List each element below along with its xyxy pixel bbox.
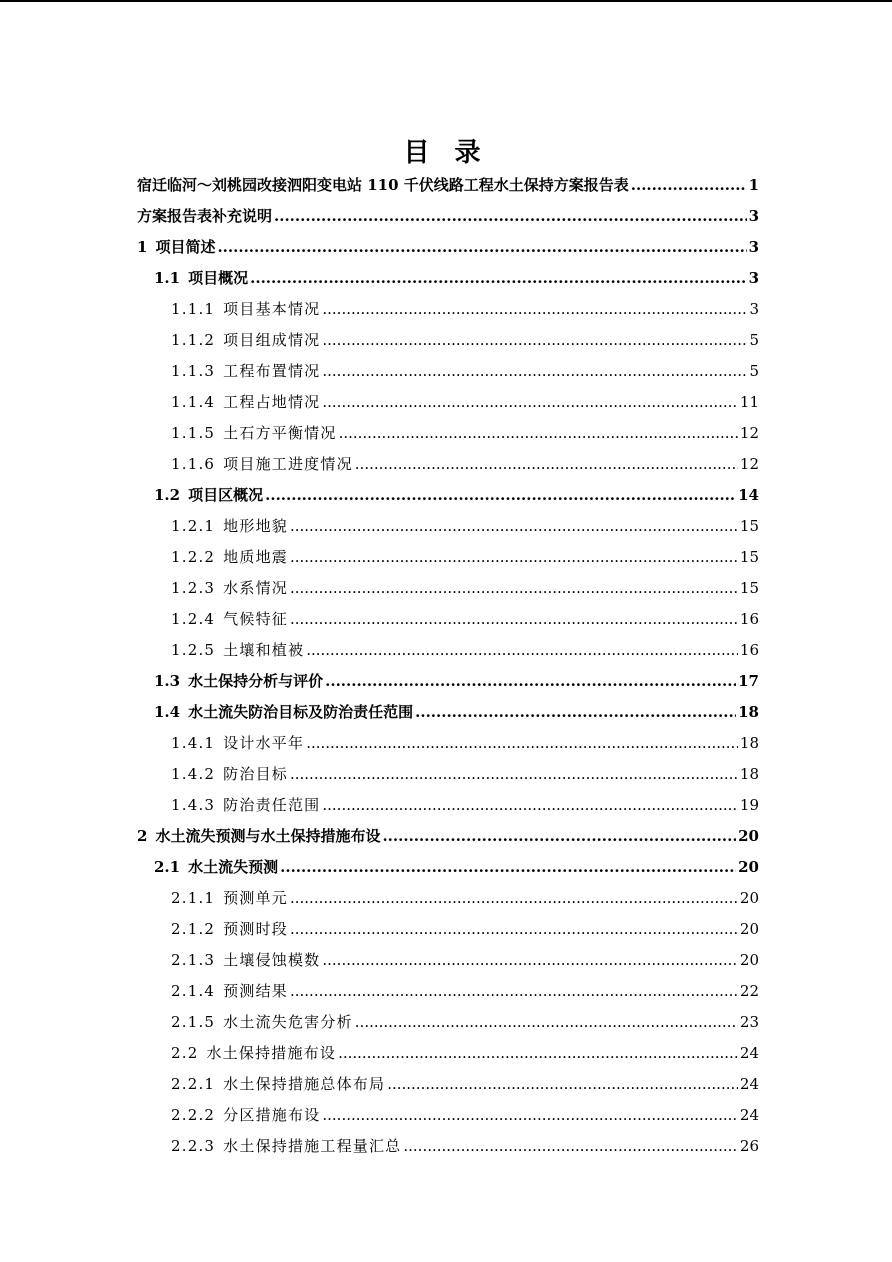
toc-entry-number: 2 [137, 827, 148, 845]
toc-entry-page-number: 3 [748, 269, 759, 287]
toc-entry-number: 1.3 [154, 672, 181, 690]
toc-entry[interactable] [171, 573, 759, 604]
toc-entry-title: 项目基本情况 [223, 300, 321, 318]
toc-entry-title: 分区措施布设 [223, 1106, 321, 1124]
dot-leader [325, 666, 736, 697]
dot-leader [322, 387, 738, 418]
toc-entry-title: 水土流失预测与水土保持措施布设 [155, 827, 381, 845]
toc-entry-page-number: 20 [739, 920, 759, 938]
dot-leader [339, 418, 738, 449]
dot-leader [290, 976, 738, 1007]
toc-entry-title: 项目组成情况 [223, 331, 321, 349]
dot-leader [290, 511, 738, 542]
toc-entry-title: 气候特征 [223, 610, 288, 628]
toc-entry-page-number: 3 [748, 238, 759, 256]
dot-leader [265, 480, 736, 511]
toc-entry-title: 水系情况 [223, 579, 288, 597]
toc-entry-title: 水土流失防治目标及防治责任范围 [188, 703, 414, 721]
toc-entry-number: 1.4 [154, 703, 181, 721]
toc-entry-title: 水土流失预测 [188, 858, 279, 876]
toc-entry-page-number: 1 [748, 176, 759, 194]
toc-entry-title: 水土流失危害分析 [223, 1013, 353, 1031]
toc-entry-page-number: 17 [738, 672, 759, 690]
toc-entry-number: 2.2.3 [171, 1137, 216, 1155]
dot-leader [306, 728, 738, 759]
toc-entry-page-number: 26 [739, 1137, 759, 1155]
dot-leader [355, 1007, 738, 1038]
toc-entry-title: 水土保持措施布设 [206, 1044, 337, 1062]
toc-entry-number: 1.2.3 [171, 579, 216, 597]
toc-entry[interactable] [171, 1069, 759, 1100]
toc-entry[interactable] [137, 170, 759, 201]
toc-entry-title: 水土保持分析与评价 [188, 672, 324, 690]
dot-leader [322, 945, 738, 976]
toc-entry-page-number: 18 [739, 734, 759, 752]
toc-entry[interactable] [154, 480, 759, 511]
toc-entry-page-number: 15 [739, 579, 759, 597]
toc-entry[interactable] [171, 945, 759, 976]
dot-leader [250, 263, 746, 294]
toc-entry-page-number: 5 [749, 331, 759, 349]
toc-entry-number: 1.1.5 [171, 424, 216, 442]
toc-entry-title: 设计水平年 [223, 734, 305, 752]
toc-entry-number: 1.1.1 [171, 300, 216, 318]
toc-entry-title: 土石方平衡情况 [223, 424, 337, 442]
toc-entry-page-number: 3 [748, 207, 759, 225]
toc-entry-number: 1.1.6 [171, 455, 216, 473]
toc-entry-title: 土壤侵蚀模数 [223, 951, 321, 969]
toc-entry[interactable] [171, 728, 759, 759]
toc-entry[interactable] [154, 666, 759, 697]
toc-heading: 目 录 [403, 138, 489, 168]
toc-entry-page-number: 20 [738, 858, 759, 876]
toc-entry-page-number: 24 [739, 1106, 759, 1124]
toc-entry-title: 项目简述 [155, 238, 216, 256]
toc-entry-number: 2.1.5 [171, 1013, 216, 1031]
toc-entry-number: 1.2 [154, 486, 181, 504]
toc-entry[interactable] [137, 232, 759, 263]
toc-entry-title: 宿迁临河～刘桃园改接泗阳变电站 110 千伏线路工程水土保持方案报告表 [137, 176, 629, 194]
toc-entry-title: 项目区概况 [188, 486, 264, 504]
toc-entry[interactable] [171, 790, 759, 821]
toc-entry[interactable] [171, 976, 759, 1007]
toc-entry-title: 水土保持措施工程量汇总 [223, 1137, 402, 1155]
dot-leader [290, 573, 738, 604]
toc-entry[interactable] [171, 604, 759, 635]
toc-entry[interactable] [137, 821, 759, 852]
dot-leader [290, 883, 738, 914]
toc-entry-page-number: 16 [739, 641, 759, 659]
toc-entry[interactable] [171, 325, 759, 356]
toc-entry-number: 2.2 [171, 1044, 199, 1062]
page-top-border [0, 0, 892, 2]
toc-entry-page-number: 3 [749, 300, 759, 318]
toc-entry[interactable] [137, 201, 759, 232]
toc-entry-title: 水土保持措施总体布局 [223, 1075, 386, 1093]
toc-entry-number: 1.2.1 [171, 517, 216, 535]
toc-entry-title: 防治目标 [223, 765, 288, 783]
toc-entry-number: 1.1 [154, 269, 181, 287]
toc-entry-number: 1.2.4 [171, 610, 216, 628]
toc-entry-number: 2.1.4 [171, 982, 216, 1000]
toc-entry-page-number: 24 [739, 1044, 759, 1062]
toc-entry[interactable] [171, 418, 759, 449]
toc-entry-page-number: 18 [738, 703, 759, 721]
toc-entry-number: 1.1.2 [171, 331, 216, 349]
toc-entry-number: 1.2.5 [171, 641, 216, 659]
dot-leader [290, 759, 738, 790]
dot-leader [322, 294, 747, 325]
toc-entry-title: 防治责任范围 [223, 796, 321, 814]
toc-entry-page-number: 22 [739, 982, 759, 1000]
toc-entry[interactable] [171, 1100, 759, 1131]
toc-entry[interactable] [171, 635, 759, 666]
toc-entry[interactable] [171, 759, 759, 790]
toc-entry-page-number: 5 [749, 362, 759, 380]
toc-entry-page-number: 18 [739, 765, 759, 783]
toc-entry[interactable] [154, 852, 759, 883]
toc-entry-number: 2.1 [154, 858, 181, 876]
toc-entry-number: 2.1.3 [171, 951, 216, 969]
dot-leader [382, 821, 736, 852]
toc-entry-number: 1.2.2 [171, 548, 216, 566]
dot-leader [322, 790, 738, 821]
dot-leader [217, 232, 746, 263]
toc-entry-page-number: 20 [739, 951, 759, 969]
dot-leader [290, 542, 738, 573]
toc-entry-number: 1.4.2 [171, 765, 216, 783]
toc-entry-page-number: 20 [739, 889, 759, 907]
toc-entry-number: 2.1.2 [171, 920, 216, 938]
toc-entry[interactable] [171, 511, 759, 542]
dot-leader [631, 170, 747, 201]
toc-entry[interactable] [171, 914, 759, 945]
toc-entry-number: 2.2.1 [171, 1075, 216, 1093]
toc-entry-page-number: 23 [739, 1013, 759, 1031]
dot-leader [322, 356, 747, 387]
toc-entry-page-number: 24 [739, 1075, 759, 1093]
toc-entry[interactable] [171, 449, 759, 480]
dot-leader [280, 852, 736, 883]
dot-leader [415, 697, 736, 728]
toc-entry-title: 方案报告表补充说明 [137, 207, 273, 225]
toc-entry-number: 1.4.3 [171, 796, 216, 814]
toc-entry[interactable] [171, 542, 759, 573]
toc-entry-page-number: 11 [739, 393, 759, 411]
toc-entry[interactable] [171, 356, 759, 387]
toc-entry[interactable] [171, 294, 759, 325]
toc-entry-number: 2.2.2 [171, 1106, 216, 1124]
toc-entry[interactable] [171, 387, 759, 418]
toc-entry-title: 项目概况 [188, 269, 249, 287]
toc-entry-page-number: 12 [739, 424, 759, 442]
toc-entry-number: 1.1.3 [171, 362, 216, 380]
dot-leader [338, 1038, 738, 1069]
toc-entry[interactable] [154, 263, 759, 294]
toc-entry-number: 1.1.4 [171, 393, 216, 411]
toc-entry-page-number: 19 [739, 796, 759, 814]
toc-entry[interactable] [171, 1131, 759, 1162]
dot-leader [290, 604, 738, 635]
toc-entry-title: 项目施工进度情况 [223, 455, 353, 473]
toc-entry-page-number: 15 [739, 548, 759, 566]
toc-entry-title: 地形地貌 [223, 517, 288, 535]
toc-entry-page-number: 14 [738, 486, 759, 504]
dot-leader [290, 914, 738, 945]
dot-leader [274, 201, 747, 232]
toc-entry-title: 预测结果 [223, 982, 288, 1000]
dot-leader [387, 1069, 738, 1100]
toc-entry-page-number: 15 [739, 517, 759, 535]
toc-entry-title: 预测单元 [223, 889, 288, 907]
toc-entry-number: 1 [137, 238, 148, 256]
toc-entry[interactable] [171, 1007, 759, 1038]
dot-leader [322, 1100, 738, 1131]
dot-leader [306, 635, 738, 666]
toc-entry-title: 工程占地情况 [223, 393, 321, 411]
toc-entry-title: 土壤和植被 [223, 641, 305, 659]
toc-entry[interactable] [171, 1038, 759, 1069]
toc-entry-title: 工程布置情况 [223, 362, 321, 380]
dot-leader [403, 1131, 738, 1162]
toc-entry-number: 2.1.1 [171, 889, 216, 907]
toc-entry-title: 地质地震 [223, 548, 288, 566]
dot-leader [355, 449, 738, 480]
dot-leader [322, 325, 747, 356]
toc-entry[interactable] [154, 697, 759, 728]
toc-entry-page-number: 16 [739, 610, 759, 628]
toc-entry-page-number: 20 [738, 827, 759, 845]
toc-entry-title: 预测时段 [223, 920, 288, 938]
toc-entry[interactable] [171, 883, 759, 914]
toc-entry-number: 1.4.1 [171, 734, 216, 752]
toc-entry-page-number: 12 [739, 455, 759, 473]
